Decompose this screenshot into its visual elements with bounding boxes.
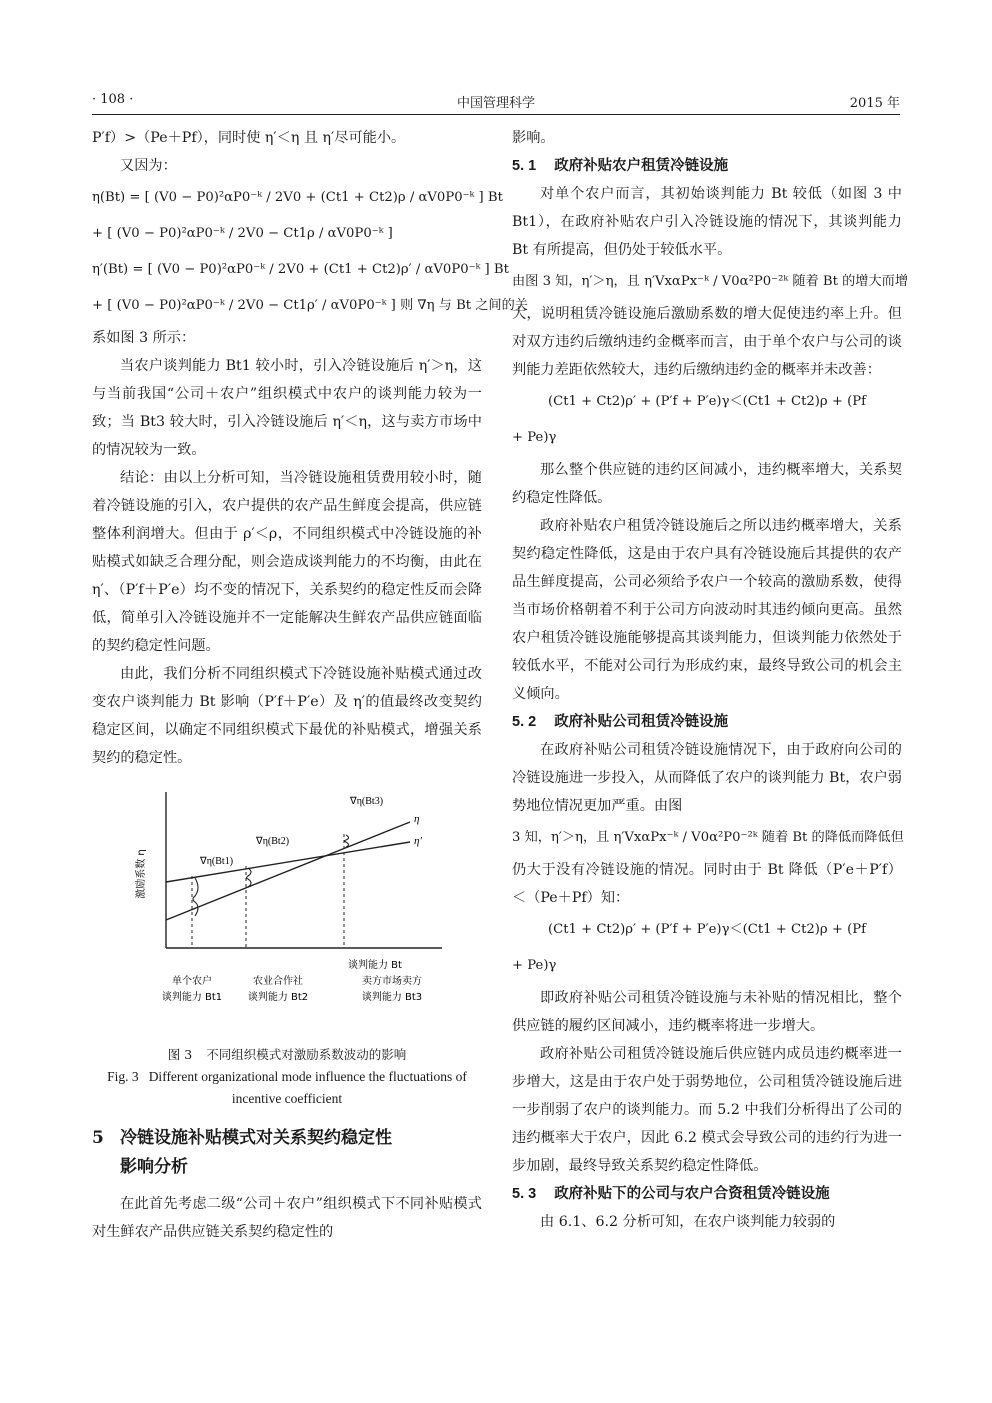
section-5-number: 5: [92, 1128, 104, 1148]
paragraph-5-2-b: 3 知，η′＞η，且 η′VxαPx⁻ᵏ / V0α²P0⁻²ᵏ 随着 Bt 的降低而降低但: [512, 830, 904, 845]
equation-5-2-line1: (Ct1 + Ct2)ρ′ + (P′f + P′e)γ＜(Ct1 + Ct2)ρ + (Pf: [547, 922, 867, 937]
tick-bt2-line1: 农业合作社: [253, 976, 303, 987]
journal-name: 中国管理科学: [456, 96, 535, 111]
section-5-1-title: 政府补贴农户租赁冷链设施: [554, 157, 729, 174]
brace-bt2: [247, 868, 252, 887]
section-5-3-heading: [512, 1180, 902, 1208]
paragraph-5-1-b: 由图 3 知，η′＞η，且 η′VxαPx⁻ᵏ / V0α²P0⁻²ᵏ 随着 Bt 的增大而增: [512, 274, 909, 289]
section-5-2-heading: [512, 708, 902, 736]
paragraph-section5-intro: 在此首先考虑二级“公司＋农户”组织模式下不同补贴模式对生鲜农产品供应链关系契约稳定性的: [92, 1196, 482, 1240]
brace-bt1: [193, 878, 198, 916]
tick-bt1-line1: 单个农户: [172, 976, 212, 987]
paragraph-small-bargaining: 当农户谈判能力 Bt1 较小时，引入冷链设施后 η′＞η，这与当前我国“公司＋农户”组织模式中农户的谈判能力较为一致；当 Bt3 较大时，引入冷链设施后 η′＜η，这与卖方市场中的情况较为一致。: [92, 358, 482, 458]
paragraph-5-2-e: 政府补贴公司租赁冷链设施后供应链内成员违约概率进一步增大，这是由于农户处于弱势地位，公司租赁冷链设施后进一步削弱了农户的谈判能力。而 5.2 中我们分析得出了公司的违约概率大于农户，因此 6.2 模式会导致公司的违约行为进一步加剧，最终导致关系契约稳定性降低。: [512, 1046, 902, 1174]
paragraph-thus: 由此，我们分析不同组织模式下冷链设施补贴模式通过改变农户谈判能力 Bt 影响（P′f＋P′e）及 η′的值最终改变契约稳定区间，以确定不同组织模式下最优的补贴模式，增强关系契约的稳定性。: [92, 666, 482, 766]
tick-bt1-line2: 谈判能力 Bt1: [161, 992, 223, 1003]
paragraph-5-3-a: 由 6.1、6.2 分析可知，在农户谈判能力较弱的: [540, 1214, 836, 1230]
section-5-title-line2: 影响分析: [120, 1157, 188, 1177]
equation-5-2-line2: + Pe)γ: [512, 958, 557, 973]
equation-5-1-line1: (Ct1 + Ct2)ρ′ + (P′f + P′e)γ＜(Ct1 + Ct2)ρ + (Pf: [547, 394, 867, 409]
brace-bt3: [345, 835, 349, 847]
label-grad-bt2: ∇η(Bt2): [256, 836, 290, 847]
paragraph-conclusion: 结论：由以上分析可知，当冷链设施租赁费用较小时，随着冷链设施的引入，农户提供的农产品生鲜度会提高，供应链整体利润增大。但由于 ρ′＜ρ，不同组织模式中冷链设施的补贴模式如缺乏合理分配，则会造成谈判能力的不均衡，由此在 η′、（P′f＋P′e）均不变的情况下，关系契约的稳定性反而会降低，简单引入冷链设施并不一定能解决生鲜农产品供应链面临的契约稳定性问题。: [92, 470, 482, 654]
label-grad-bt1: ∇η(Bt1): [200, 856, 234, 867]
y-axis-label: 激励系数 η: [136, 849, 147, 899]
paragraph-5-1-c: 大，说明租赁冷链设施后激励系数的增大促使违约率上升。但对双方违约后缴纳违约金概率而言，由于单个农户与公司的谈判能力差距依然较大，违约后缴纳违约金的概率并未改善：: [512, 306, 902, 378]
figure-3: [92, 782, 482, 1044]
tick-bt3-line1: 卖方市场卖方: [362, 976, 422, 987]
label-eta-prime: η′: [414, 835, 422, 847]
paragraph-top: 影响。: [512, 130, 555, 146]
paragraph-5-1-a: 对单个农户而言，其初始谈判能力 Bt 较低（如图 3 中 Bt1），在政府补贴农户引入冷链设施的情况下，其谈判能力 Bt 有所提高，但仍处于较低水平。: [512, 186, 902, 258]
equation-eta-line1: η(Bt) = [ (V0 − P0)²αP0⁻ᵏ / 2V0 + (Ct1 + Ct2)ρ / αV0P0⁻ᵏ ] Bt: [92, 190, 503, 205]
paragraph-again: 又因为：: [120, 158, 177, 174]
section-5-3-number: 5. 3: [512, 1186, 537, 1202]
paragraph-5-1-e: 政府补贴农户租赁冷链设施后之所以违约概率增大，关系契约稳定性降低，这是由于农户具有冷链设施后其提供的农产品生鲜度提高，公司必须给予农户一个较高的激励系数，使得当市场价格朝着不利于公司方向波动时其违约倾向更高。虽然农户租赁冷链设施能够提高其谈判能力，但谈判能力依然处于较低水平，不能对公司行为形成约束，最终导致公司的机会主义倾向。: [512, 518, 902, 702]
figure-title-cn: 不同组织模式对激励系数波动的影响: [206, 1047, 407, 1062]
page-number: · 108 ·: [92, 92, 134, 107]
journal-year: 2015 年: [849, 96, 900, 111]
section-5-2-title: 政府补贴公司租赁冷链设施: [554, 713, 729, 730]
page-header: [92, 88, 900, 115]
equation-eta-prime-line1: η′(Bt) = [ (V0 − P0)²αP0⁻ᵏ / 2V0 + (Ct1 + Ct2)ρ′ / αV0P0⁻ᵏ ] Bt: [92, 262, 509, 277]
figure-label-cn: 图 3: [167, 1047, 193, 1062]
figure-caption-cn: [92, 1044, 482, 1066]
equation-eta-prime-line2: + [ (V0 − P0)²αP0⁻ᵏ / 2V0 − Ct1ρ′ / αV0P0⁻ᵏ ] 则 ∇η 与 Bt 之间的关: [92, 298, 528, 313]
x-axis-label: 谈判能力 Bt: [348, 960, 402, 971]
figure-caption-en: [92, 1066, 482, 1110]
paragraph-5-2-c: 仍大于没有冷链设施的情况。同时由于 Bt 降低（P′e＋P′f）＜（Pe＋Pf）知：: [512, 862, 902, 906]
section-5-title-line1: 冷链设施补贴模式对关系契约稳定性: [120, 1128, 392, 1148]
paragraph-figure-reference: 系如图 3 所示：: [92, 330, 196, 346]
label-eta: η: [414, 813, 420, 825]
label-grad-bt3: ∇η(Bt3): [350, 796, 384, 807]
paragraph-5-1-d: 那么整个供应链的违约区间减小，违约概率增大，关系契约稳定性降低。: [512, 462, 902, 506]
section-5-2-number: 5. 2: [512, 714, 537, 730]
paragraph-5-2-a: 在政府补贴公司租赁冷链设施情况下，由于政府向公司的冷链设施进一步投入，从而降低了农户的谈判能力 Bt，农户弱势地位情况更加严重。由图: [512, 742, 902, 814]
section-5-1-number: 5. 1: [512, 158, 537, 174]
tick-bt2-line2: 谈判能力 Bt2: [247, 992, 309, 1003]
equation-5-1-line2: + Pe)γ: [512, 430, 557, 445]
figure-3-diagram: [92, 782, 482, 1044]
equation-eta-line2: + [ (V0 − P0)²αP0⁻ᵏ / 2V0 − Ct1ρ / αV0P0⁻ᵏ ]: [92, 226, 393, 241]
figure-title-en: Different organizational mode influence the fluctuations of incentive coefficient: [148, 1069, 467, 1106]
tick-bt3-line2: 谈判能力 Bt3: [361, 992, 423, 1003]
paragraph-5-2-d: 即政府补贴公司租赁冷链设施与未补贴的情况相比，整个供应链的履约区间减小，违约概率将进一步增大。: [512, 990, 902, 1034]
section-5-1-heading: [512, 152, 902, 180]
figure-label-en: Fig. 3: [107, 1069, 139, 1084]
right-column: [512, 124, 909, 1236]
section-5-3-title: 政府补贴下的公司与农户合资租赁冷链设施: [554, 1185, 830, 1202]
paragraph-continuation: P′f）>（Pe＋Pf），同时使 η′＜η 且 η′尽可能小。: [92, 130, 406, 146]
section-5-heading: [92, 1124, 482, 1182]
